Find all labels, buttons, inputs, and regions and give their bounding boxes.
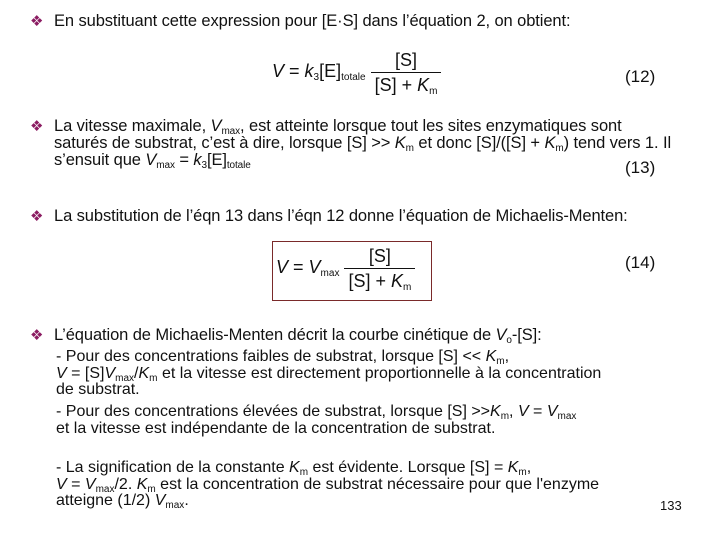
sub-item-low-concentration: - Pour des concentrations faibles de substrat, lorsque $[S] << K_m$, $V = [S]V_{max}/K_m$ et la vitesse est directement proportionnelle à la concentration de substrat. bbox=[56, 348, 602, 398]
equation-13-label: (13) bbox=[625, 158, 656, 177]
equation-12-label: (12) bbox=[625, 67, 656, 86]
equation-14-denominator: $[S] + K_m$ bbox=[348, 271, 412, 293]
sub-item-km-meaning: - La signification de la constante $K_m$ est évidente. Lorsque $[S] = K_m$, $V = V_{max}/2$. $K_m$ est la concentration de substrat nécessaire pour que l'enzyme atteigne (1/2) $V_{max}$. bbox=[56, 459, 600, 511]
bullet-icon: ❖ bbox=[30, 118, 44, 135]
equation-14-lhs: $V = V_{max}$ bbox=[276, 257, 340, 280]
bullet-icon: ❖ bbox=[30, 208, 44, 225]
equation-14-fraction bbox=[344, 246, 415, 291]
bullet-text-1: En substituant cette expression pour [E·S] dans l’équation 2, on obtient: bbox=[54, 12, 571, 30]
sub-item-high-concentration: - Pour des concentrations élevées de substrat, lorsque $[S] >>K_m$, $V = V_{max}$ et la vitesse est indépendante de la concentration de substrat. bbox=[56, 403, 577, 437]
bullet-icon: ❖ bbox=[30, 13, 44, 30]
bullet-text-3: La substitution de l’éqn 13 dans l’éqn 12 donne l’équation de Michaelis-Menten: bbox=[54, 207, 628, 225]
bullet-text-2: La vitesse maximale, $V_{max}$, est atteinte lorsque tout les sites enzymatiques sont saturés de substrat, c’est à dire, lorsque $[S] >> K_m$ et donc $[S]/([S] + K_m)$ tend vers 1. Il s’ensuit que $V_{max} = k_3[E]_{totale}$ bbox=[54, 117, 672, 171]
equation-14-label: (14) bbox=[625, 253, 656, 272]
equation-14-numerator: [S] bbox=[344, 246, 415, 269]
equation-12-fraction bbox=[371, 50, 442, 95]
page-number: 133 bbox=[660, 498, 682, 513]
equation-12-numerator: [S] bbox=[371, 50, 442, 73]
equation-14 bbox=[276, 246, 415, 291]
equation-12-lhs: $V = k_3[E]_{totale}$ bbox=[272, 61, 366, 84]
equation-12-denominator: $[S] + K_m$ bbox=[374, 75, 438, 97]
equation-12 bbox=[272, 50, 441, 95]
bullet-icon: ❖ bbox=[30, 327, 44, 344]
bullet-text-4: L’équation de Michaelis-Menten décrit la courbe cinétique de $V_o-[S]$: bbox=[54, 326, 542, 346]
